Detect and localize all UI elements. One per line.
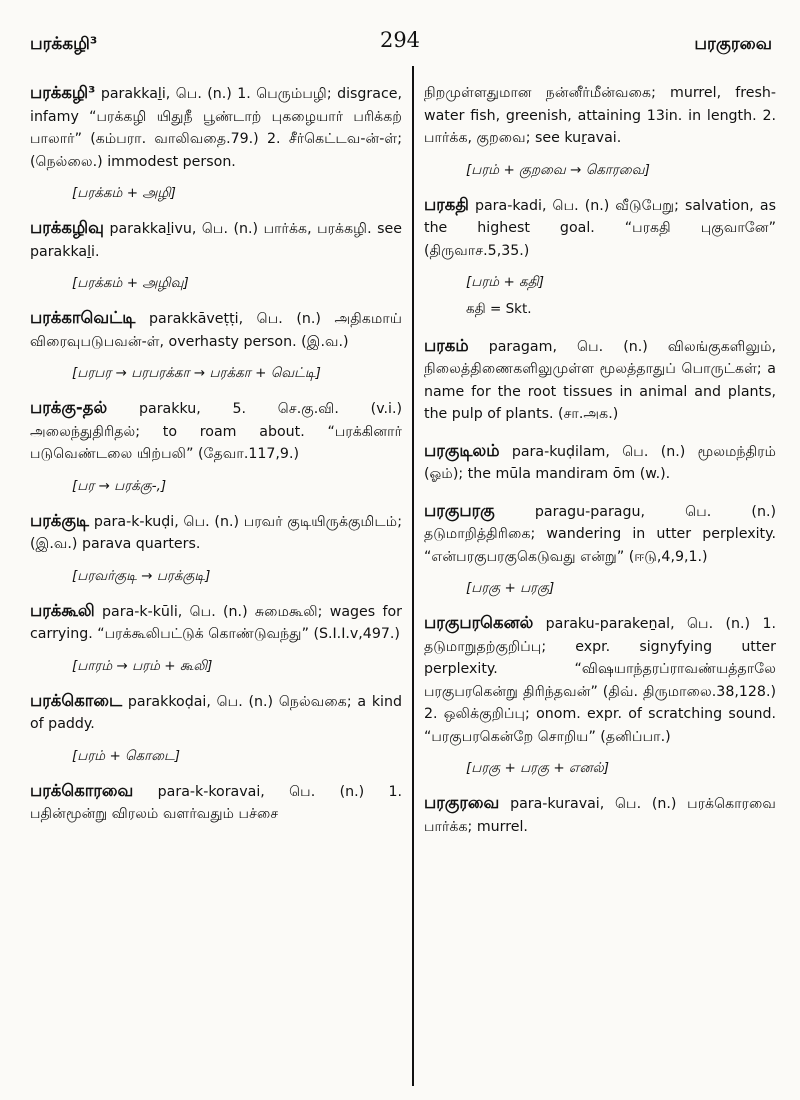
headword: பரகுரவை [424,793,500,812]
etymology: [பரகு + பரகு] [466,580,555,596]
entry-paragam [424,335,776,426]
entry-body: paragu-paragu, பெ. (n.) தடுமாறித்திரிகை; wandering in utter perplexity. “என்பரகுபரகுகெடுவது என்று” (ஈடு,4,9,1.) [424,503,777,565]
headword: பரக்கழி³ [30,83,96,102]
headword: பரக்காவெட்டி [30,308,136,327]
entry-parakkodai [30,690,402,766]
etymology: [பாரம் → பரம் + கூலி] [72,657,213,674]
headword: பரக்கொடை [30,690,123,710]
entry-body: parakkaḻivu, பெ. (n.) பார்க்க, பரக்கழி. see parakkaḻi. [30,221,402,260]
page-header [0,0,800,56]
entry-body: parakku, 5. செ.கு.வி. (v.i.) அலைந்துதிரிதல்; to roam about. “பரக்கினார் படுவெண்டலை யிற்பலி” (தேவா.117,9.) [30,401,402,462]
column-divider [412,66,414,1086]
headword: பரக்கு-தல் [30,398,108,417]
entry-parakkavetti [30,307,402,383]
entry-parakkuli [30,600,402,676]
entry-body: para-k-kūli, பெ. (n.) சுமைகூலி; wages for carrying. “பரக்கூலிபட்டுக் கொண்டுவந்து” (S.I.I.v,497.) [30,603,402,642]
entry-body: para-k-kuḍi, பெ. (n.) பரவர் குடியிருக்குமிடம்; (இ.வ.) parava quarters. [30,513,402,552]
entry-body: parakkoḍai, பெ. (n.) நெல்வகை; a kind of paddy. [30,693,402,732]
right-column [424,82,776,852]
left-column [30,82,402,840]
headword: பரகுபரகு [424,500,495,520]
page-number: 294 [379,28,421,52]
entry-parakudilam [424,440,776,486]
etymology: [பரகு + பரகு + எனல்] [466,760,610,776]
headword: பரகதி [424,194,469,214]
entry-parakkazhi [30,82,402,203]
etymology: [பரம் + கதி] [466,274,545,290]
etymology: [பரக்கம் + அழிவு] [72,275,189,291]
entry-parakkudi [30,510,402,586]
entry-body: para-kuḍilam, பெ. (n.) மூலமந்திரம் (ஓம்); the mūla mandiram ōm (w.). [424,443,776,482]
entry-parakku-thal [30,397,402,496]
entry-body: parakkāveṭṭi, பெ. (n.) அதிகமாய் விரைவுபடுபவன்-ள், overhasty person. (இ.வ.) [30,311,402,350]
entry-body: para-k-koravai, பெ. (n.) 1. பதின்மூன்று விரலம் வளர்வதும் பச்சை [30,783,403,822]
etymology: [பரம் + கொடை] [72,747,181,764]
headword: பரக்கொரவை [30,780,134,800]
headword: பரக்குடி [30,510,90,530]
entry-body: para-kadi, பெ. (n.) வீடுபேறு; salvation, as the highest goal. “பரகதி புகுவானே” (திருவாச.5,35.) [424,197,776,259]
headword: பரக்கூலி [30,600,95,620]
headword: பரகுபரகெனல் [424,613,534,632]
entry-body: paraku-parakeṉal, பெ. (n.) 1. தடுமாறுதற்குறிப்பு; expr. signyfying utter perplexity. “விஷயாந்தரப்ராவண்யத்தாலே பரகுபரகென்று திரிந்தவன்” (திவ். திருமாலை.38,128.) 2. ஒலிக்குறிப்பு; onom. expr. of scratching sound. “பரகுபரகென்றே சொறிய” (தனிப்பா.) [424,616,776,745]
etymology: [பரபர → பரபரக்கா → பரக்கா + வெட்டி] [72,365,321,381]
etymology: [பரவர்குடி → பரக்குடி] [72,567,211,584]
headword: பரகம் [424,335,469,355]
entry-paraku-parakenal [424,612,776,778]
running-head-left: பரக்கழி³ [30,34,98,54]
entry-parakuravai [424,792,776,838]
entry-parakkoravai [30,780,402,826]
entry-body: parakkaḻi, பெ. (n.) 1. பெரும்பழி; disgrace, infamy “பரக்கழி யிதுநீ பூண்டாற் புகழையார் பரிக்கற் பாலார்” (கம்பரா. வாலிவதை.79.) 2. சீர்கெட்டவ-ன்-ள்; (நெல்லை.) immodest person. [30,86,402,170]
entry-continuation [424,82,776,180]
entry-body: நிறமுள்ளதுமான நன்னீர்மீன்வகை; murrel, fresh-water fish, greenish, attaining 13in. in length. 2. பார்க்க, குறவை; see kuṟavai. [424,85,776,146]
headword: பரகுடிலம் [424,440,500,460]
entry-body: para-kuravai, பெ. (n.) பரக்கொரவை பார்க்க; murrel. [424,796,776,835]
entry-parakkazhivu [30,217,402,293]
etymology: [பரம் + குறவை → கொரவை] [466,161,650,178]
entry-body: paragam, பெ. (n.) விலங்குகளிலும், நிலைத்திணைகளிலுமுள்ள மூலத்தாதுப் பொருட்கள்; a name for the root tissues in animal and plants, the pulp of plants. (சா.அக.) [424,338,776,422]
etymology: [பரக்கம் + அழி] [72,185,176,201]
entry-parakadi [424,194,776,321]
etymology-note: கதி = Skt. [466,301,532,317]
etymology: [பர → பரக்கு-,] [72,477,167,494]
running-head-right: பரகுரவை [694,34,772,54]
entry-paragu-paragu [424,500,776,599]
headword: பரக்கழிவு [30,218,104,237]
